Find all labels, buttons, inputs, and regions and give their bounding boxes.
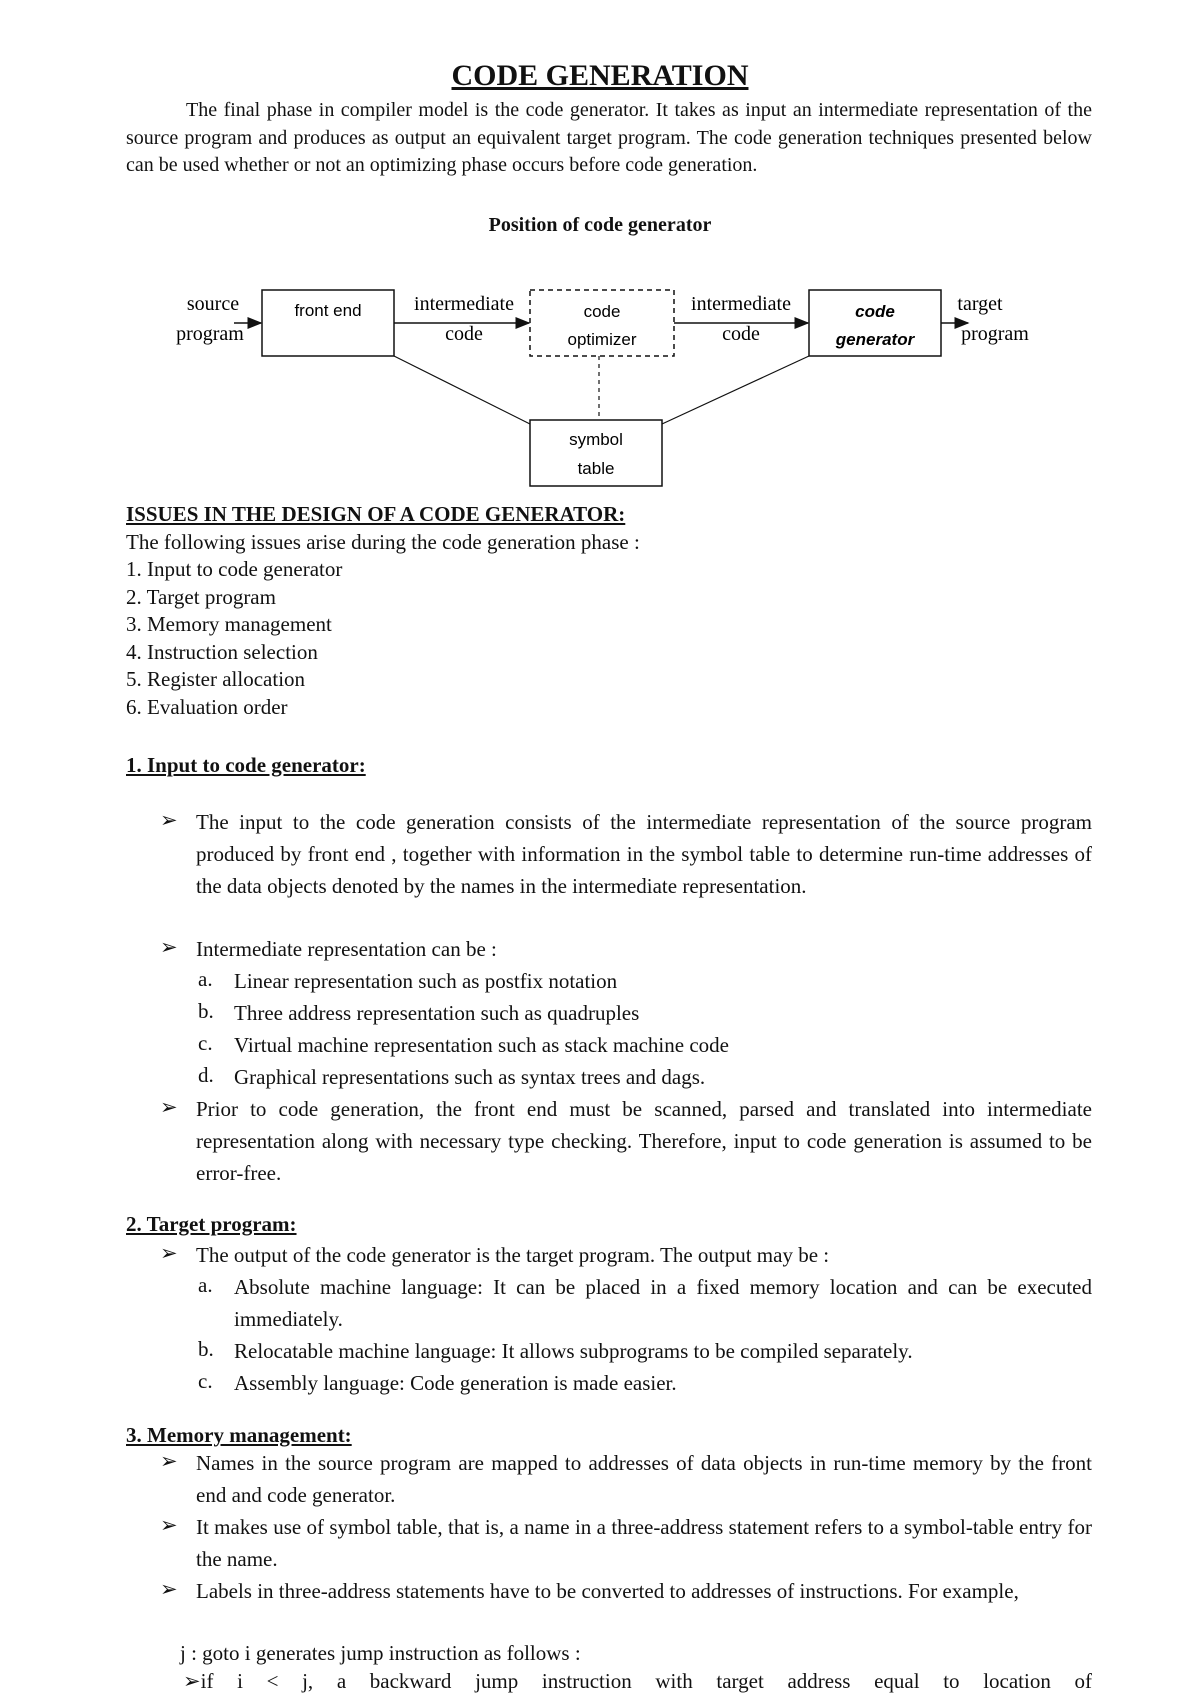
front-end-box — [262, 290, 394, 356]
sub-list-item: b. Three address representation such as quadruples — [198, 999, 640, 1025]
intermediate-label-1b: code — [445, 323, 483, 345]
issues-heading: ISSUES IN THE DESIGN OF A CODE GENERATOR: — [126, 502, 626, 526]
intermediate-label-1a: intermediate — [414, 293, 514, 315]
generator-symbol-link — [662, 356, 809, 424]
intro-paragraph: The final phase in compiler model is the code generator. It takes as input an intermediate representation of the source program and produces as output an equivalent target program. The code generation techniques presented below can be used whether or not an optimizing phase occurs before code generation. — [126, 99, 1092, 176]
generator-label-2: generator — [835, 330, 915, 349]
diagram-title: Position of code generator — [488, 214, 712, 236]
symbol-label-2: table — [577, 459, 615, 478]
memory-section-heading: 3. Memory management: — [126, 1423, 352, 1447]
last-line: ➢if i < j, a backward jump instruction with target address equal to location of — [183, 1669, 1092, 1693]
bullet-arrow-icon: ➢ — [160, 1241, 178, 1265]
issue-item: 4. Instruction selection — [126, 640, 318, 664]
sub-list-item: d. Graphical representations such as syntax trees and dags. — [198, 1063, 706, 1089]
list-item: ➢ Labels in three-address statements have to be converted to addresses of instructions. For example, — [160, 1577, 1019, 1603]
code-generator-diagram — [0, 0, 1200, 500]
list-item: ➢ Names in the source program are mapped to addresses of data objects in run-time memory by the front end and code generator. — [160, 1449, 1092, 1507]
issue-item: 2. Target program — [126, 585, 276, 609]
target-label-2: program — [961, 323, 1029, 345]
bullet-arrow-icon: ➢ — [160, 1095, 178, 1119]
bullet-arrow-icon: ➢ — [183, 1669, 201, 1693]
sub-list-item: c. Virtual machine representation such as stack machine code — [198, 1031, 729, 1057]
sub-list-item: a. Absolute machine language: It can be placed in a fixed memory location and can be executed immediately. — [198, 1273, 1092, 1331]
example-line: j : goto i generates jump instruction as follows : — [180, 1641, 581, 1665]
list-item: ➢ Prior to code generation, the front end must be scanned, parsed and translated into intermediate representation along with necessary type checking. Therefore, input to code generation is assumed to be error-free. — [160, 1095, 1092, 1185]
sub-list-item: c. Assembly language: Code generation is made easier. — [198, 1369, 677, 1395]
bullet-arrow-icon: ➢ — [160, 808, 178, 832]
sub-list-item: a. Linear representation such as postfix notation — [198, 967, 618, 993]
source-label-2: program — [176, 323, 244, 345]
target-section-heading: 2. Target program: — [126, 1212, 297, 1236]
list-item: ➢ The input to the code generation consists of the intermediate representation of the source program produced by front end , together with information in the symbol table to determine run-time addresses of the data objects denoted by the names in the intermediate representation. — [160, 808, 1092, 898]
intermediate-label-2b: code — [722, 323, 760, 345]
issue-item: 1. Input to code generator — [126, 557, 343, 581]
sub-list-item: b. Relocatable machine language: It allows subprograms to be compiled separately. — [198, 1337, 913, 1363]
issue-item: 5. Register allocation — [126, 667, 306, 691]
bullet-arrow-icon: ➢ — [160, 1513, 178, 1537]
input-section-heading: 1. Input to code generator: — [126, 753, 366, 777]
issues-lead: The following issues arise during the code generation phase : — [126, 530, 640, 554]
bullet-arrow-icon: ➢ — [160, 1577, 178, 1601]
issue-item: 6. Evaluation order — [126, 695, 288, 719]
page-title: CODE GENERATION — [451, 59, 749, 92]
intermediate-label-2a: intermediate — [691, 293, 791, 315]
list-item: ➢ It makes use of symbol table, that is, a name in a three-address statement refers to a symbol-table entry for the name. — [160, 1513, 1092, 1571]
bullet-arrow-icon: ➢ — [160, 1449, 178, 1473]
optimizer-label-2: optimizer — [567, 330, 637, 349]
symbol-label-1: symbol — [569, 430, 623, 449]
optimizer-label-1: code — [583, 302, 621, 321]
front-end-label: front end — [294, 301, 362, 320]
generator-label-1: code — [855, 302, 895, 321]
issue-item: 3. Memory management — [126, 612, 332, 636]
bullet-arrow-icon: ➢ — [160, 935, 178, 959]
source-label-1: source — [186, 293, 240, 315]
list-item: ➢ Intermediate representation can be : — [160, 935, 497, 961]
front-end-symbol-link — [394, 356, 530, 424]
list-item: ➢ The output of the code generator is the target program. The output may be : — [160, 1241, 830, 1267]
target-label-1: target — [957, 293, 1003, 315]
